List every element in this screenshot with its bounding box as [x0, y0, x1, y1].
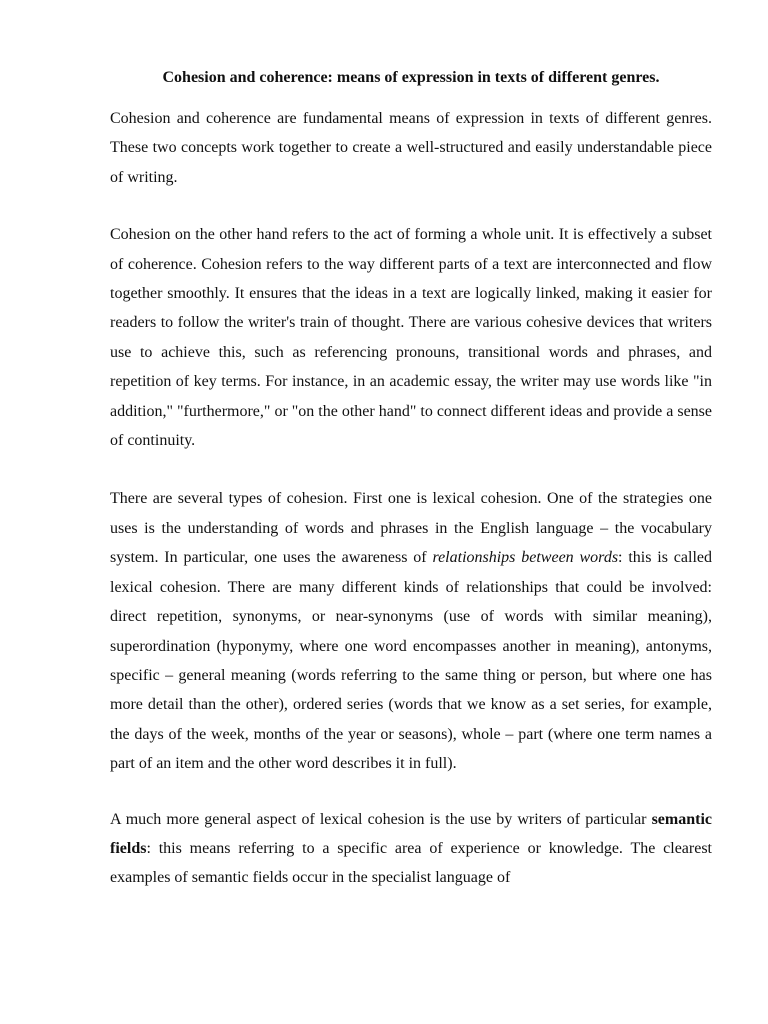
italic-phrase: relationships between words: [432, 549, 619, 567]
lexical-text-start: There are several types of cohesion. First one is lexical cohesion. One of the strategies one uses is the understanding of words and phrases in the English language – the vocabulary system. In particular, one uses the awareness of: [110, 490, 712, 567]
paragraph-lexical-cohesion: [110, 484, 712, 778]
semantic-text-end: : this means referring to a specific area of experience or knowledge. The clearest examples of semantic fields occur in the specialist language of: [110, 839, 712, 887]
semantic-text-start: A much more general aspect of lexical cohesion is the use by writers of particular: [110, 810, 652, 828]
paragraph-semantic-fields: [110, 805, 712, 893]
bold-term: semantic fields: [110, 810, 712, 857]
document-title: Cohesion and coherence: means of expression in texts of different genres.: [162, 69, 660, 86]
paragraph-cohesion-definition: Cohesion on the other hand refers to the act of forming a whole unit. It is effectively a subset of coherence. Cohesion refers to the way different parts of a text are interconnected and flow together smoothly. It ensures that the ideas in a text are logically linked, making it easier for readers to follow the writer's train of thought. There are various cohesive devices that writers use to achieve this, such as referencing pronouns, transitional words and phrases, and repetition of key terms. For instance, in an academic essay, the writer may use words like "in addition," "furthermore," or "on the other hand" to connect different ideas and provide a sense of continuity.: [110, 226, 712, 450]
lexical-text-end: : this is called lexical cohesion. There are many different kinds of relationships that could be involved: direct repetition, synonyms, or near-synonyms (use of words with similar meaning), superordination (hyponymy, where one word encompasses another in meaning), antonyms, specific – general meaning (words referring to the same thing or person, but where one has more detail than the other), ordered series (words that we know as a set series, for example, the days of the week, months of the year or seasons), whole – part (where one term names a part of an item and the other word describes it in full).: [110, 549, 713, 773]
document-body: [110, 66, 712, 893]
paragraph-intro: Cohesion and coherence are fundamental means of expression in texts of different genres. These two concepts work together to create a well-structured and easily understandable piece of writing.: [110, 110, 712, 186]
